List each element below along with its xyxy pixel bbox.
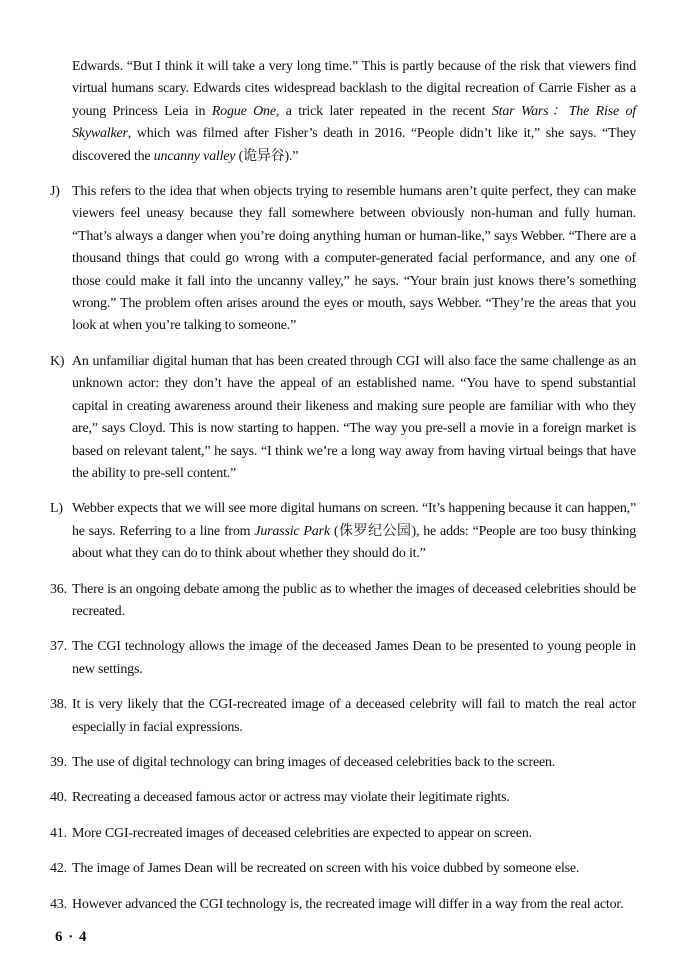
question-number: 41. <box>50 825 67 841</box>
text-run: Edwards. “But I think it will take a very long time.” This is partly because of the risk that viewers find virtual humans scary. Edwards cites widespread backlash to the digital recreation of Carrie Fisher as a young Princess Leia in <box>72 59 636 119</box>
question-item <box>50 694 636 739</box>
question-text: There is an ongoing debate among the public as to whether the images of deceased celebrities should be recreated. <box>72 581 636 619</box>
questions-section <box>50 579 636 916</box>
paragraph-label: L) <box>50 501 63 517</box>
question-text: However advanced the CGI technology is, the recreated image will differ in a way from the real actor. <box>72 896 624 912</box>
question-number: 40. <box>50 790 67 806</box>
text-run: (诡异谷).” <box>235 148 299 164</box>
passage-paragraph-j <box>50 181 636 338</box>
question-number: 37. <box>50 639 67 655</box>
question-item <box>50 894 636 916</box>
question-number: 43. <box>50 896 67 912</box>
question-number: 38. <box>50 697 67 713</box>
text-run: (侏罗纪公园), he adds: “People are too busy thinking about what they can do to think about whether they should do it.” <box>72 523 637 562</box>
italic-text-run: uncanny valley <box>153 148 236 164</box>
italic-text-run: Jurassic Park <box>254 523 330 539</box>
page-number: 6 · 4 <box>55 929 88 945</box>
question-text: More CGI-recreated images of deceased celebrities are expected to appear on screen. <box>72 825 532 841</box>
passage-paragraph-l <box>50 498 636 565</box>
paragraph-label: J) <box>50 184 60 200</box>
text-run: This refers to the idea that when objects trying to resemble humans aren’t quite perfect, they can make viewers feel uneasy because they fall somewhere between obviously non-human and fully human. “That’s always a danger when you’re doing anything human or human-like,” says Webber. “There are a thousand things that could go wrong with a computer-generated facial performance, and any one of those could make it fall into the uncanny valley,” he says. “Your brain just knows there’s something wrong.” The problem often arises around the eyes or mouth, says Webber. “They’re the areas that you look at when you’re talking to someone.” <box>72 184 636 334</box>
text-run: An unfamiliar digital human that has been created through CGI will also face the same challenge as an unknown actor: they don’t have the appeal of an established name. “You have to spend substantial capital in creating awareness around their likeness and making sure people are familiar with who they are,” says Cloyd. This is now starting to happen. “The way you pre-sell a movie in a foreign market is based on relevant talent,” he says. “I think we’re a long way away from having virtual beings that have the ability to pre-sell content.” <box>72 353 636 481</box>
question-item <box>50 752 636 774</box>
question-text: The CGI technology allows the image of the deceased James Dean to be presented to young people in new settings. <box>72 639 636 677</box>
question-text: The image of James Dean will be recreated on screen with his voice dubbed by someone else. <box>72 861 580 877</box>
paragraph-label: K) <box>50 353 65 369</box>
passage-section <box>50 56 636 566</box>
text-run: , which was filmed after Fisher’s death in 2016. “People didn’t like it,” she says. “They discovered the <box>72 126 636 164</box>
italic-text-run: Rogue One <box>211 103 276 119</box>
question-item <box>50 787 636 809</box>
question-item <box>50 579 636 624</box>
italic-text-run: Star Wars：The Rise of Skywalker <box>72 103 636 142</box>
text-run: , a trick later repeated in the recent <box>275 103 492 119</box>
question-text: Recreating a deceased famous actor or actress may violate their legitimate rights. <box>72 790 510 806</box>
text-run: Webber expects that we will see more digital humans on screen. “It’s happening because it can happen,” he says. Referring to a line from <box>72 501 636 539</box>
passage-paragraph-continuation <box>50 56 636 168</box>
question-item <box>50 636 636 681</box>
question-number: 42. <box>50 861 67 877</box>
question-item <box>50 858 636 880</box>
passage-paragraph-k <box>50 351 636 485</box>
question-text: It is very likely that the CGI-recreated image of a deceased celebrity will fail to match the real actor especially in facial expressions. <box>72 697 636 735</box>
question-text: The use of digital technology can bring images of deceased celebrities back to the screen. <box>72 754 556 770</box>
question-number: 39. <box>50 754 67 770</box>
question-number: 36. <box>50 581 67 597</box>
question-item <box>50 823 636 845</box>
